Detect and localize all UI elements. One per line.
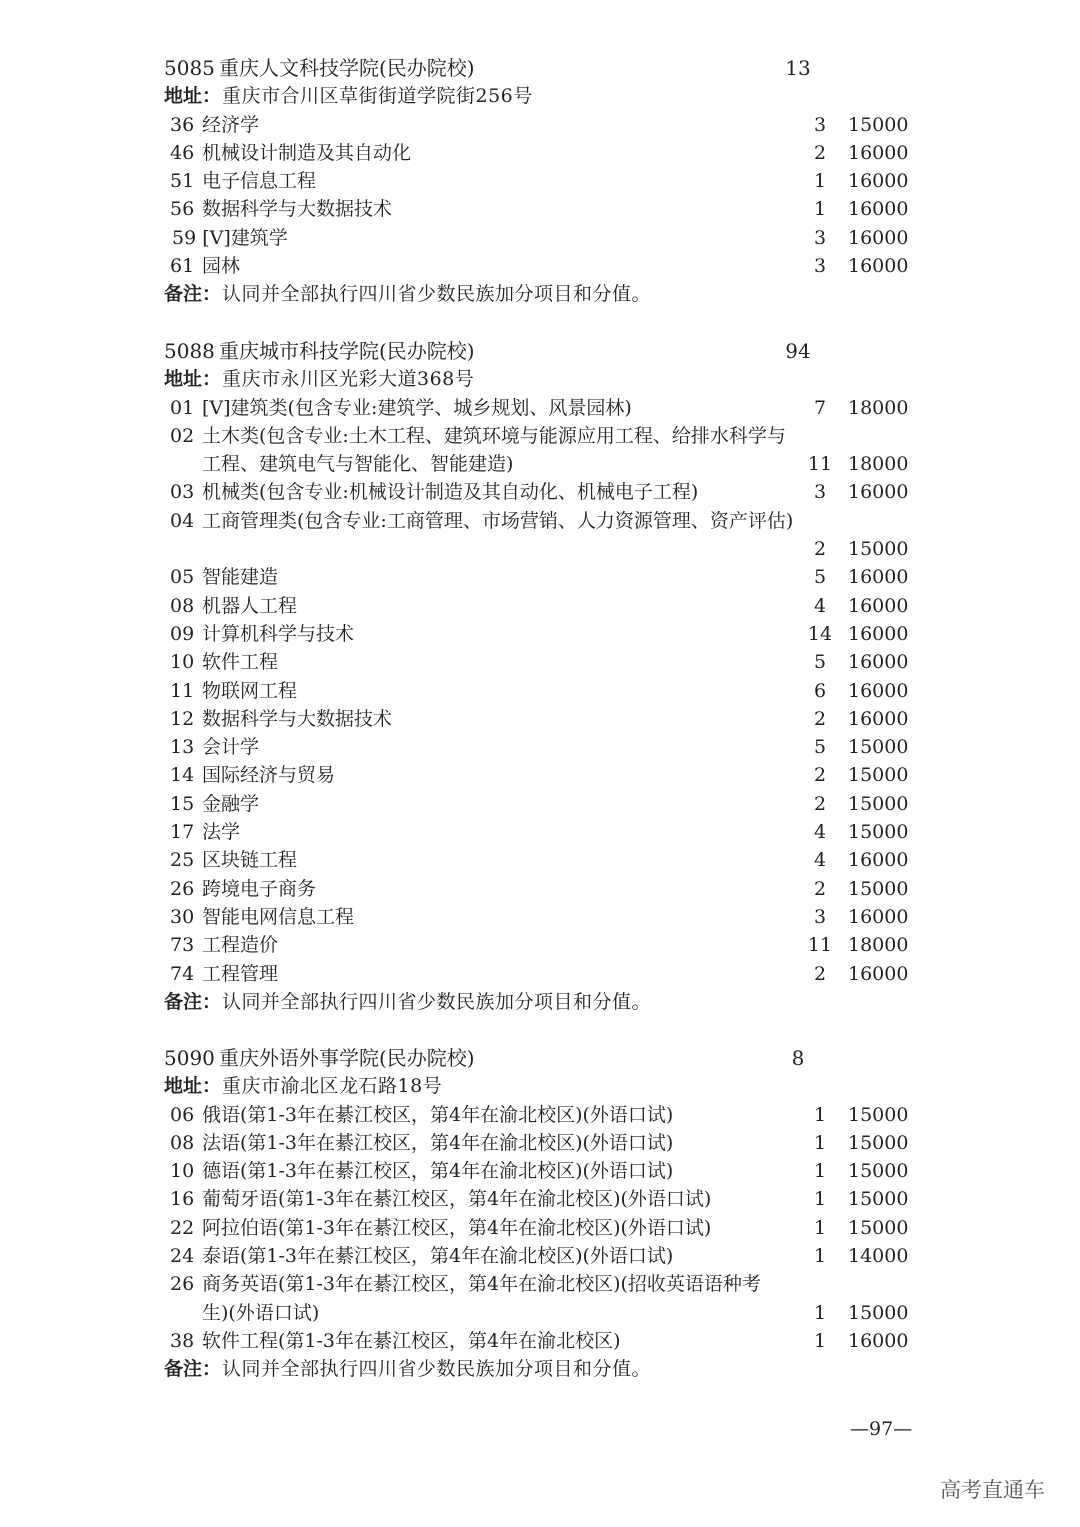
major-fee: 16000 bbox=[848, 594, 909, 617]
major-row bbox=[0, 1214, 1080, 1242]
major-name: 法语(第1-3年在綦江校区，第4年在渝北校区)(外语口试) bbox=[202, 1131, 674, 1154]
major-code: 14 bbox=[170, 764, 195, 787]
major-count: 5 bbox=[813, 566, 827, 589]
school-header bbox=[0, 54, 1080, 82]
major-name: [V]建筑类(包含专业:建筑学、城乡规划、风景园林) bbox=[202, 396, 632, 419]
major-name: 区块链工程 bbox=[202, 849, 298, 872]
major-name: 软件工程 bbox=[202, 651, 279, 674]
major-name: 机械类(包含专业:机械设计制造及其自动化、机械电子工程) bbox=[202, 481, 699, 504]
school-code: 5085 bbox=[164, 56, 215, 80]
major-name: 机械设计制造及其自动化 bbox=[202, 141, 412, 164]
major-fee: 15000 bbox=[848, 1103, 909, 1126]
major-fee: 15000 bbox=[848, 1301, 909, 1324]
major-row-continuation bbox=[0, 1299, 1080, 1327]
major-row bbox=[0, 1129, 1080, 1157]
major-fee: 16000 bbox=[848, 170, 909, 193]
note-label: 备注： bbox=[164, 1358, 222, 1381]
major-name: 智能电网信息工程 bbox=[202, 905, 355, 928]
note-text: 认同并全部执行四川省少数民族加分项目和分值。 bbox=[222, 1358, 652, 1381]
major-count: 4 bbox=[813, 594, 827, 617]
major-fee: 16000 bbox=[848, 622, 909, 645]
major-name: 国际经济与贸易 bbox=[202, 764, 336, 787]
major-count: 2 bbox=[813, 538, 827, 561]
major-row bbox=[0, 903, 1080, 931]
major-code: 09 bbox=[170, 622, 195, 645]
major-fee: 16000 bbox=[848, 905, 909, 928]
major-name: 跨境电子商务 bbox=[202, 877, 317, 900]
major-code: 30 bbox=[170, 905, 195, 928]
school-note bbox=[0, 280, 1080, 308]
major-count: 1 bbox=[813, 1245, 827, 1268]
major-code: 73 bbox=[170, 934, 195, 957]
major-code: 10 bbox=[170, 651, 195, 674]
major-count: 3 bbox=[813, 905, 827, 928]
major-count: 3 bbox=[813, 255, 827, 278]
major-count: 2 bbox=[813, 962, 827, 985]
major-row bbox=[0, 648, 1080, 676]
major-name-continuation: 工程、建筑电气与智能化、智能建造) bbox=[202, 453, 514, 476]
major-row bbox=[0, 422, 1080, 450]
major-row bbox=[0, 677, 1080, 705]
major-fee: 16000 bbox=[848, 198, 909, 221]
major-fee: 15000 bbox=[848, 736, 909, 759]
major-fee: 16000 bbox=[848, 1329, 909, 1352]
major-count: 3 bbox=[813, 481, 827, 504]
major-name: 园林 bbox=[202, 255, 241, 278]
major-code: 10 bbox=[170, 1160, 195, 1183]
major-row bbox=[0, 394, 1080, 422]
major-row bbox=[0, 620, 1080, 648]
note-text: 认同并全部执行四川省少数民族加分项目和分值。 bbox=[222, 283, 652, 306]
major-name: 工程管理 bbox=[202, 962, 279, 985]
major-fee: 16000 bbox=[848, 962, 909, 985]
major-code: 24 bbox=[170, 1245, 195, 1268]
school-header bbox=[0, 1044, 1080, 1072]
major-count: 4 bbox=[813, 821, 827, 844]
major-count: 5 bbox=[813, 736, 827, 759]
major-code: 08 bbox=[170, 594, 195, 617]
major-row-continuation bbox=[0, 450, 1080, 478]
major-code: 26 bbox=[170, 1273, 195, 1296]
major-row-continuation bbox=[0, 535, 1080, 563]
major-fee: 15000 bbox=[848, 113, 909, 136]
major-fee: 16000 bbox=[848, 481, 909, 504]
major-fee: 15000 bbox=[848, 792, 909, 815]
address-text: 重庆市渝北区龙石路18号 bbox=[222, 1075, 443, 1098]
major-name: 法学 bbox=[202, 821, 241, 844]
school-name: 重庆城市科技学院(民办院校) bbox=[219, 339, 475, 363]
major-code: 22 bbox=[170, 1216, 195, 1239]
address-text: 重庆市合川区草街街道学院街256号 bbox=[222, 85, 533, 108]
major-name: 德语(第1-3年在綦江校区，第4年在渝北校区)(外语口试) bbox=[202, 1160, 674, 1183]
major-code: 16 bbox=[170, 1188, 195, 1211]
major-fee: 14000 bbox=[848, 1245, 909, 1268]
major-fee: 16000 bbox=[848, 141, 909, 164]
major-count: 1 bbox=[813, 170, 827, 193]
major-count: 3 bbox=[813, 113, 827, 136]
major-code: 36 bbox=[170, 113, 195, 136]
major-count: 7 bbox=[813, 396, 827, 419]
major-name: 金融学 bbox=[202, 792, 260, 815]
major-count: 6 bbox=[813, 679, 827, 702]
school-address bbox=[0, 365, 1080, 393]
major-row bbox=[0, 1270, 1080, 1298]
major-name: 软件工程(第1-3年在綦江校区，第4年在渝北校区) bbox=[202, 1329, 621, 1352]
major-fee: 15000 bbox=[848, 877, 909, 900]
major-code: 74 bbox=[170, 962, 195, 985]
major-row bbox=[0, 1157, 1080, 1185]
address-text: 重庆市永川区光彩大道368号 bbox=[222, 368, 475, 391]
major-name: 俄语(第1-3年在綦江校区，第4年在渝北校区)(外语口试) bbox=[202, 1103, 674, 1126]
major-code: 61 bbox=[170, 255, 195, 278]
major-count: 3 bbox=[813, 226, 827, 249]
major-fee: 15000 bbox=[848, 1131, 909, 1154]
major-name: 数据科学与大数据技术 bbox=[202, 198, 393, 221]
major-count: 1 bbox=[813, 1329, 827, 1352]
major-code: 26 bbox=[170, 877, 195, 900]
major-count: 1 bbox=[813, 1301, 827, 1324]
major-code: 02 bbox=[170, 424, 195, 447]
major-row bbox=[0, 875, 1080, 903]
school-code: 5088 bbox=[164, 339, 215, 363]
major-name: 59 [V]建筑学 bbox=[172, 226, 288, 249]
school-block-5085 bbox=[0, 54, 1080, 309]
major-row bbox=[0, 195, 1080, 223]
major-fee: 15000 bbox=[848, 821, 909, 844]
major-fee: 16000 bbox=[848, 255, 909, 278]
major-fee: 15000 bbox=[848, 538, 909, 561]
major-row bbox=[0, 478, 1080, 506]
school-block-5088 bbox=[0, 337, 1080, 1016]
major-count: 1 bbox=[813, 1103, 827, 1126]
major-row bbox=[0, 705, 1080, 733]
school-name: 重庆人文科技学院(民办院校) bbox=[219, 56, 475, 80]
major-row bbox=[0, 818, 1080, 846]
major-row bbox=[0, 931, 1080, 959]
major-row bbox=[0, 846, 1080, 874]
major-fee: 18000 bbox=[848, 934, 909, 957]
major-row bbox=[0, 1185, 1080, 1213]
major-count: 11 bbox=[807, 453, 833, 476]
school-name: 重庆外语外事学院(民办院校) bbox=[219, 1046, 475, 1070]
major-row bbox=[0, 790, 1080, 818]
major-code: 01 bbox=[170, 396, 195, 419]
major-count: 2 bbox=[813, 877, 827, 900]
major-count: 1 bbox=[813, 1131, 827, 1154]
major-fee: 15000 bbox=[848, 1188, 909, 1211]
note-label: 备注： bbox=[164, 283, 222, 306]
major-name: 工商管理类(包含专业:工商管理、市场营销、人力资源管理、资产评估) bbox=[202, 509, 794, 532]
major-count: 11 bbox=[807, 934, 833, 957]
major-row bbox=[0, 167, 1080, 195]
major-name: 经济学 bbox=[202, 113, 260, 136]
major-code: 11 bbox=[170, 679, 195, 702]
major-fee: 15000 bbox=[848, 1160, 909, 1183]
major-code: 46 bbox=[170, 141, 195, 164]
major-row bbox=[0, 111, 1080, 139]
major-name: 计算机科学与技术 bbox=[202, 622, 355, 645]
major-count: 2 bbox=[813, 792, 827, 815]
major-name: 葡萄牙语(第1-3年在綦江校区，第4年在渝北校区)(外语口试) bbox=[202, 1188, 712, 1211]
school-block-5090 bbox=[0, 1044, 1080, 1384]
address-label: 地址： bbox=[164, 85, 222, 108]
school-note bbox=[0, 988, 1080, 1016]
major-fee: 16000 bbox=[848, 679, 909, 702]
major-row bbox=[0, 1242, 1080, 1270]
major-code: 51 bbox=[170, 170, 195, 193]
note-label: 备注： bbox=[164, 990, 222, 1013]
major-name: 阿拉伯语(第1-3年在綦江校区，第4年在渝北校区)(外语口试) bbox=[202, 1216, 712, 1239]
address-label: 地址： bbox=[164, 1075, 222, 1098]
major-row bbox=[0, 139, 1080, 167]
major-code: 56 bbox=[170, 198, 195, 221]
major-row bbox=[0, 592, 1080, 620]
major-row bbox=[0, 733, 1080, 761]
major-count: 2 bbox=[813, 141, 827, 164]
school-code: 5090 bbox=[164, 1046, 215, 1070]
school-header bbox=[0, 337, 1080, 365]
major-code: 25 bbox=[170, 849, 195, 872]
major-row bbox=[0, 563, 1080, 591]
major-code: 05 bbox=[170, 566, 195, 589]
school-address bbox=[0, 82, 1080, 110]
school-total-quota: 94 bbox=[785, 339, 811, 363]
major-row bbox=[0, 1327, 1080, 1355]
major-code: 38 bbox=[170, 1329, 195, 1352]
major-count: 14 bbox=[807, 622, 833, 645]
major-fee: 16000 bbox=[848, 566, 909, 589]
school-total-quota: 13 bbox=[785, 56, 811, 80]
major-name: 工程造价 bbox=[202, 934, 279, 957]
major-fee: 16000 bbox=[848, 226, 909, 249]
major-count: 5 bbox=[813, 651, 827, 674]
school-address bbox=[0, 1072, 1080, 1100]
major-fee: 16000 bbox=[848, 849, 909, 872]
major-code: 15 bbox=[170, 792, 195, 815]
major-count: 1 bbox=[813, 1160, 827, 1183]
major-row bbox=[0, 960, 1080, 988]
major-name: 土木类(包含专业:土木工程、建筑环境与能源应用工程、给排水科学与 bbox=[202, 424, 786, 447]
major-name: 物联网工程 bbox=[202, 679, 298, 702]
major-fee: 18000 bbox=[848, 453, 909, 476]
major-code: 03 bbox=[170, 481, 195, 504]
note-text: 认同并全部执行四川省少数民族加分项目和分值。 bbox=[222, 990, 652, 1013]
major-code: 06 bbox=[170, 1103, 195, 1126]
major-fee: 15000 bbox=[848, 1216, 909, 1239]
major-name-continuation: 生)(外语口试) bbox=[202, 1301, 320, 1324]
school-note bbox=[0, 1355, 1080, 1383]
major-name: 数据科学与大数据技术 bbox=[202, 707, 393, 730]
major-code: 08 bbox=[170, 1131, 195, 1154]
major-name: 会计学 bbox=[202, 736, 260, 759]
major-row bbox=[0, 507, 1080, 535]
major-count: 4 bbox=[813, 849, 827, 872]
major-count: 1 bbox=[813, 1188, 827, 1211]
major-code: 12 bbox=[170, 707, 195, 730]
major-count: 1 bbox=[813, 1216, 827, 1239]
address-label: 地址： bbox=[164, 368, 222, 391]
major-name: 商务英语(第1-3年在綦江校区，第4年在渝北校区)(招收英语语种考 bbox=[202, 1273, 761, 1296]
major-fee: 16000 bbox=[848, 707, 909, 730]
major-code: 13 bbox=[170, 736, 195, 759]
page-number: —97— bbox=[850, 1418, 913, 1440]
major-fee: 15000 bbox=[848, 764, 909, 787]
major-row bbox=[0, 252, 1080, 280]
major-row bbox=[0, 1101, 1080, 1129]
major-fee: 16000 bbox=[848, 651, 909, 674]
major-code: 04 bbox=[170, 509, 195, 532]
major-name: 泰语(第1-3年在綦江校区，第4年在渝北校区)(外语口试) bbox=[202, 1245, 674, 1268]
school-total-quota: 8 bbox=[791, 1046, 805, 1070]
major-name: 智能建造 bbox=[202, 566, 279, 589]
major-row bbox=[0, 224, 1080, 252]
major-count: 1 bbox=[813, 198, 827, 221]
major-fee: 18000 bbox=[848, 396, 909, 419]
major-row bbox=[0, 761, 1080, 789]
major-count: 2 bbox=[813, 707, 827, 730]
major-name: 机器人工程 bbox=[202, 594, 298, 617]
watermark: 高考直通车 bbox=[940, 1478, 1045, 1502]
major-code: 17 bbox=[170, 821, 195, 844]
major-name: 电子信息工程 bbox=[202, 170, 317, 193]
major-count: 2 bbox=[813, 764, 827, 787]
